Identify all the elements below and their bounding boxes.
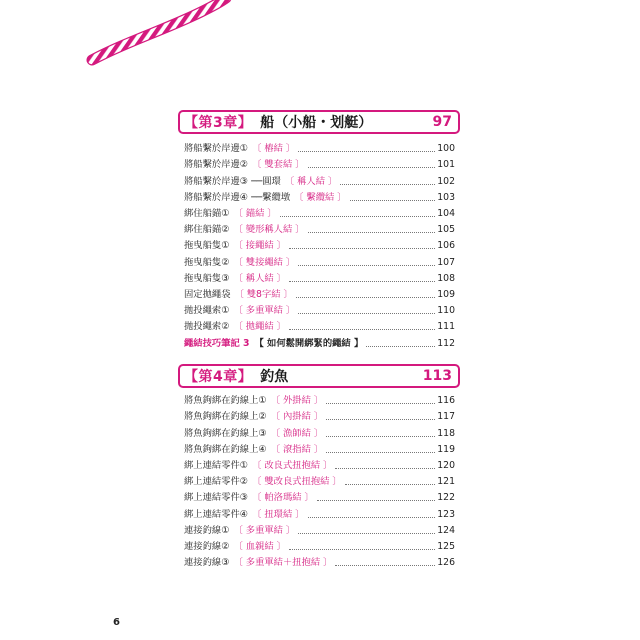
entry-page: 100	[437, 143, 455, 155]
entry-page: 111	[437, 321, 455, 333]
chapter-3-entries	[184, 138, 455, 332]
entry-page: 108	[437, 272, 455, 284]
leader-dots	[298, 150, 435, 152]
leader-dots	[308, 231, 436, 233]
entry-title: 綁上連結零件④	[184, 508, 249, 520]
chapter-label: 【第3章】	[184, 115, 253, 131]
entry-title: 拋投繩索①	[184, 305, 230, 317]
entry-title: 綁住船錨①	[184, 207, 230, 219]
toc-entry	[184, 203, 455, 219]
leader-dots	[326, 418, 435, 420]
toc-entry	[184, 503, 455, 519]
entry-knot: 〔 多重單結＋扭抱結 〕	[233, 557, 333, 569]
entry-knot: 〔 錨結 〕	[233, 207, 277, 219]
leader-dots	[298, 532, 435, 534]
entry-page: 117	[437, 411, 455, 423]
entry-title: 將魚鉤綁在釣線上②	[184, 411, 267, 423]
entry-knot: 〔 雙改良式扭抱結 〕	[252, 476, 342, 488]
toc-entry	[184, 284, 455, 300]
entry-page: 118	[437, 427, 455, 439]
chapter-3-header	[178, 110, 460, 134]
entry-page: 107	[437, 256, 455, 268]
entry-knot: 〔 帕洛瑪結 〕	[252, 492, 314, 504]
toc-entry	[184, 552, 455, 568]
entry-knot: 〔 多重單結 〕	[233, 305, 296, 317]
entry-title: 將魚鉤綁在釣線上④	[184, 443, 267, 455]
entry-knot: 〔 稱人結 〕	[284, 175, 338, 187]
leader-dots	[326, 451, 435, 453]
leader-dots	[317, 499, 435, 501]
toc-entry	[184, 235, 455, 251]
chapter-page: 113	[422, 368, 452, 384]
entry-page: 126	[437, 557, 455, 569]
leader-dots	[289, 548, 435, 550]
entry-knot: 〔 稱人結 〕	[233, 272, 286, 284]
toc-entry	[184, 390, 455, 406]
entry-knot: 〔 外掛結 〕	[270, 395, 324, 407]
memo-page: 112	[437, 338, 455, 350]
entry-page: 105	[437, 224, 455, 236]
entry-page: 116	[437, 395, 455, 407]
leader-dots	[345, 483, 436, 485]
toc-entry	[184, 422, 455, 438]
leader-dots	[280, 215, 436, 217]
entry-page: 121	[437, 476, 455, 488]
leader-dots	[335, 467, 435, 469]
toc-entry	[184, 170, 455, 186]
entry-page: 106	[437, 240, 455, 252]
entry-title: 綁上連結零件①	[184, 459, 249, 471]
entry-page: 119	[437, 443, 455, 455]
toc-entry	[184, 154, 455, 170]
entry-page: 123	[437, 508, 455, 520]
entry-knot: 〔 雙8字結 〕	[234, 288, 293, 300]
leader-dots	[350, 199, 436, 201]
leader-dots	[296, 296, 435, 298]
entry-knot: 〔 扭環結 〕	[252, 508, 305, 520]
entry-title: 將船繫於岸邊④ ──繫纜墩	[184, 191, 291, 203]
entry-knot: 〔 多重單結 〕	[233, 524, 296, 536]
entry-page: 101	[437, 159, 455, 171]
entry-title: 綁上連結零件③	[184, 492, 249, 504]
rope-illustration	[0, 0, 640, 120]
entry-knot: 〔 雙接繩結 〕	[233, 256, 296, 268]
leader-dots	[298, 312, 435, 314]
chapter-page: 97	[432, 114, 452, 130]
entry-title: 綁住船錨②	[184, 224, 230, 236]
chapter-title: 釣魚	[260, 369, 289, 385]
leader-dots	[289, 247, 435, 249]
entry-page: 125	[437, 540, 455, 552]
chapter-4-entries	[184, 390, 455, 568]
entry-page: 124	[437, 524, 455, 536]
entry-title: 固定拋繩袋	[184, 288, 231, 300]
toc-entry	[184, 520, 455, 536]
entry-title: 將魚鉤綁在釣線上③	[184, 427, 267, 439]
entry-title: 將船繫於岸邊①	[184, 143, 249, 155]
toc-entry	[184, 406, 455, 422]
chapter-label: 【第4章】	[184, 369, 253, 385]
entry-page: 110	[437, 305, 455, 317]
entry-page: 109	[437, 288, 455, 300]
leader-dots	[335, 564, 435, 566]
leader-dots	[366, 345, 435, 347]
entry-title: 將魚鉤綁在釣線上①	[184, 395, 267, 407]
entry-title: 拖曳船隻②	[184, 256, 230, 268]
entry-title: 拖曳船隻①	[184, 240, 230, 252]
entry-knot: 〔 改良式扭抱結 〕	[252, 459, 333, 471]
entry-knot: 〔 樁結 〕	[252, 143, 296, 155]
leader-dots	[308, 516, 436, 518]
entry-page: 120	[437, 459, 455, 471]
toc-entry	[184, 455, 455, 471]
entry-page: 102	[437, 175, 455, 187]
leader-dots	[326, 402, 435, 404]
toc-entry	[184, 251, 455, 267]
toc-entry	[184, 300, 455, 316]
toc-entry	[184, 316, 455, 332]
toc-entry	[184, 219, 455, 235]
knot-tips-memo	[184, 333, 455, 349]
entry-title: 綁上連結零件②	[184, 476, 249, 488]
leader-dots	[298, 264, 435, 266]
entry-title: 將船繫於岸邊②	[184, 159, 249, 171]
entry-page: 104	[437, 207, 455, 219]
page-number: 6	[113, 617, 120, 628]
memo-title: 【 如何鬆開綁緊的繩結 】	[254, 338, 364, 350]
entry-title: 連接釣線①	[184, 524, 230, 536]
entry-knot: 〔 滾指結 〕	[270, 443, 324, 455]
entry-knot: 〔 血親結 〕	[233, 540, 286, 552]
leader-dots	[308, 166, 436, 168]
toc-entry	[184, 138, 455, 154]
entry-page: 122	[437, 492, 455, 504]
entry-title: 拖曳船隻③	[184, 272, 230, 284]
entry-knot: 〔 拋繩結 〕	[233, 321, 286, 333]
leader-dots	[340, 183, 435, 185]
entry-title: 拋投繩索②	[184, 321, 230, 333]
leader-dots	[289, 280, 435, 282]
leader-dots	[289, 328, 435, 330]
entry-page: 103	[437, 191, 455, 203]
toc-entry	[184, 487, 455, 503]
entry-title: 將船繫於岸邊③ ──圓環	[184, 175, 281, 187]
entry-knot: 〔 漁師結 〕	[270, 427, 324, 439]
entry-knot: 〔 雙套結 〕	[252, 159, 305, 171]
entry-knot: 〔 變形稱人結 〕	[233, 224, 305, 236]
leader-dots	[326, 435, 435, 437]
entry-knot: 〔 繫纜結 〕	[294, 191, 347, 203]
memo-label: 繩結技巧筆記 3	[184, 338, 250, 350]
entry-knot: 〔 接繩結 〕	[233, 240, 286, 252]
toc-entry	[184, 187, 455, 203]
chapter-4-header	[178, 364, 460, 388]
toc-entry	[184, 471, 455, 487]
entry-title: 連接釣線③	[184, 557, 230, 569]
toc-entry	[184, 536, 455, 552]
chapter-title: 船（小船・划艇）	[260, 115, 373, 131]
toc-entry	[184, 268, 455, 284]
entry-knot: 〔 內掛結 〕	[270, 411, 324, 423]
entry-title: 連接釣線②	[184, 540, 230, 552]
toc-entry	[184, 439, 455, 455]
